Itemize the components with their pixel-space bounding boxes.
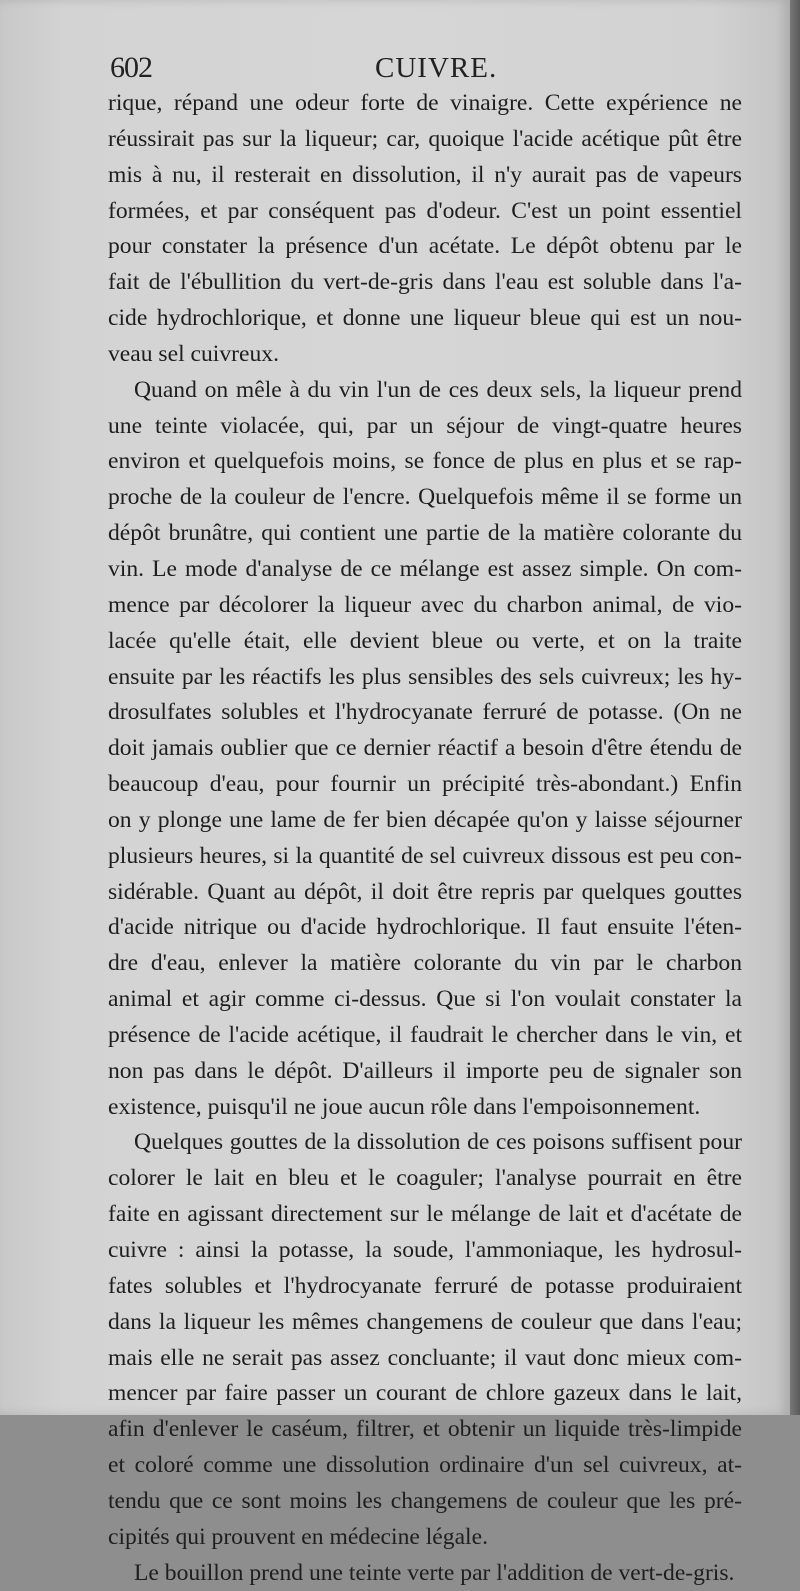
paragraph-line: mencer par faire passer un courant de chlore gazeux dans le lait, [108,1380,742,1407]
paragraph-line: sidérable. Quant au dépôt, il doit être repris par quelques gouttes [108,878,742,905]
page-number: 602 [110,51,152,84]
paragraph-line: fates solubles et l'hydrocyanate ferruré de potasse produiraient [108,1272,742,1299]
paragraph-line: cipités qui prouvent en médecine légale. [108,1523,488,1550]
paragraph-line: afin d'enlever le caséum, filtrer, et obtenir un liquide très-limpide [108,1416,742,1443]
paragraph-line: réussirait pas sur la liqueur; car, quoique l'acide acétique pût être [108,125,742,152]
paragraph-line: d'acide nitrique ou d'acide hydrochlorique. Il faut ensuite l'éten- [108,914,742,941]
page-edge-shadow [790,0,800,1415]
paragraph-line: plusieurs heures, si la quantité de sel cuivreux dissous est peu con- [108,842,742,869]
paragraph-line: cuivre : ainsi la potasse, la soude, l'ammoniaque, les hydrosul- [108,1237,742,1263]
paragraph-line: animal et agir comme ci-dessus. Que si l'on voulait constater la [108,986,742,1013]
paragraph-line: et coloré comme une dissolution ordinaire d'un sel cuivreux, at- [108,1452,742,1479]
paragraph-line: vin. Le mode d'analyse de ce mélange est assez simple. On com- [108,555,742,582]
paragraph-line: cide hydrochlorique, et donne une liqueur bleue qui est un nou- [108,305,742,332]
paragraph-line: faite en agissant directement sur le mélange de lait et d'acétate de [108,1201,742,1228]
paragraph-line: dépôt brunâtre, qui contient une partie de la matière colorante du [108,520,742,547]
paragraph-line: mais elle ne serait pas assez concluante; il vaut donc mieux com- [108,1344,742,1371]
paragraph-line: Le bouillon prend une teinte verte par l'addition de vert-de-gris. [134,1559,735,1586]
page-header [110,50,746,90]
paragraph-line: drosulfates solubles et l'hydrocyanate ferruré de potasse. (On ne [108,699,742,726]
paragraph-line: pour constater la présence d'un acétate. Le dépôt obtenu par le [108,233,742,260]
paragraph-line: mis à nu, il resterait en dissolution, il n'y aurait pas de vapeurs [108,161,742,188]
continued-paragraph-line: rique, répand une odeur forte de vinaigre. Cette expérience ne [108,90,742,116]
paragraph-line: veau sel cuivreux. [108,340,279,367]
paragraph-line: présence de l'acide acétique, il faudrait le chercher dans le vin, et [108,1021,742,1048]
paragraph-line: formées, et par conséquent pas d'odeur. C'est un point essentiel [108,197,742,224]
paragraph-line: non pas dans le dépôt. D'ailleurs il importe peu de signaler son [108,1057,742,1084]
paragraph-line: ensuite par les réactifs les plus sensibles des sels cuivreux; les hy- [108,663,742,690]
paragraph-line: dans la liqueur les mêmes changemens de couleur que dans l'eau; [108,1308,742,1335]
paragraph-line: on y plonge une lame de fer bien décapée qu'on y laisse séjourner [108,806,742,833]
paragraph-line: environ et quelquefois moins, se fonce de plus en plus et se rap- [108,448,742,475]
paragraph-line: tendu que ce sont moins les changemens de couleur que les pré- [108,1487,742,1514]
paragraph-line: fait de l'ébullition du vert-de-gris dans l'eau est soluble dans l'a- [108,269,742,296]
paragraph-line: existence, puisqu'il ne joue aucun rôle dans l'empoisonnement. [108,1093,701,1120]
paragraph-line: Quelques gouttes de la dissolution de ces poisons suffisent pour [134,1129,742,1156]
body-text [108,86,742,1591]
paragraph-line: Quand on mêle à du vin l'un de ces deux sels, la liqueur prend [134,376,742,403]
paragraph-line: lacée qu'elle était, elle devient bleue ou verte, et on la traite [108,627,742,654]
paragraph-line: proche de la couleur de l'encre. Quelquefois même il se forme un [108,484,742,511]
paragraph-line: mence par décolorer la liqueur avec du charbon animal, de vio- [108,591,742,618]
paragraph-line: doit jamais oublier que ce dernier réactif a besoin d'être étendu de [108,735,742,762]
running-title: CUIVRE. [375,52,498,84]
paragraph-line: dre d'eau, enlever la matière colorante du vin par le charbon [108,950,742,977]
paragraph-line: beaucoup d'eau, pour fournir un précipité très-abondant.) Enfin [108,771,742,798]
paragraph-line: une teinte violacée, qui, par un séjour de vingt-quatre heures [108,412,742,439]
paragraph-line: colorer le lait en bleu et le coaguler; l'analyse pourrait en être [108,1165,742,1192]
